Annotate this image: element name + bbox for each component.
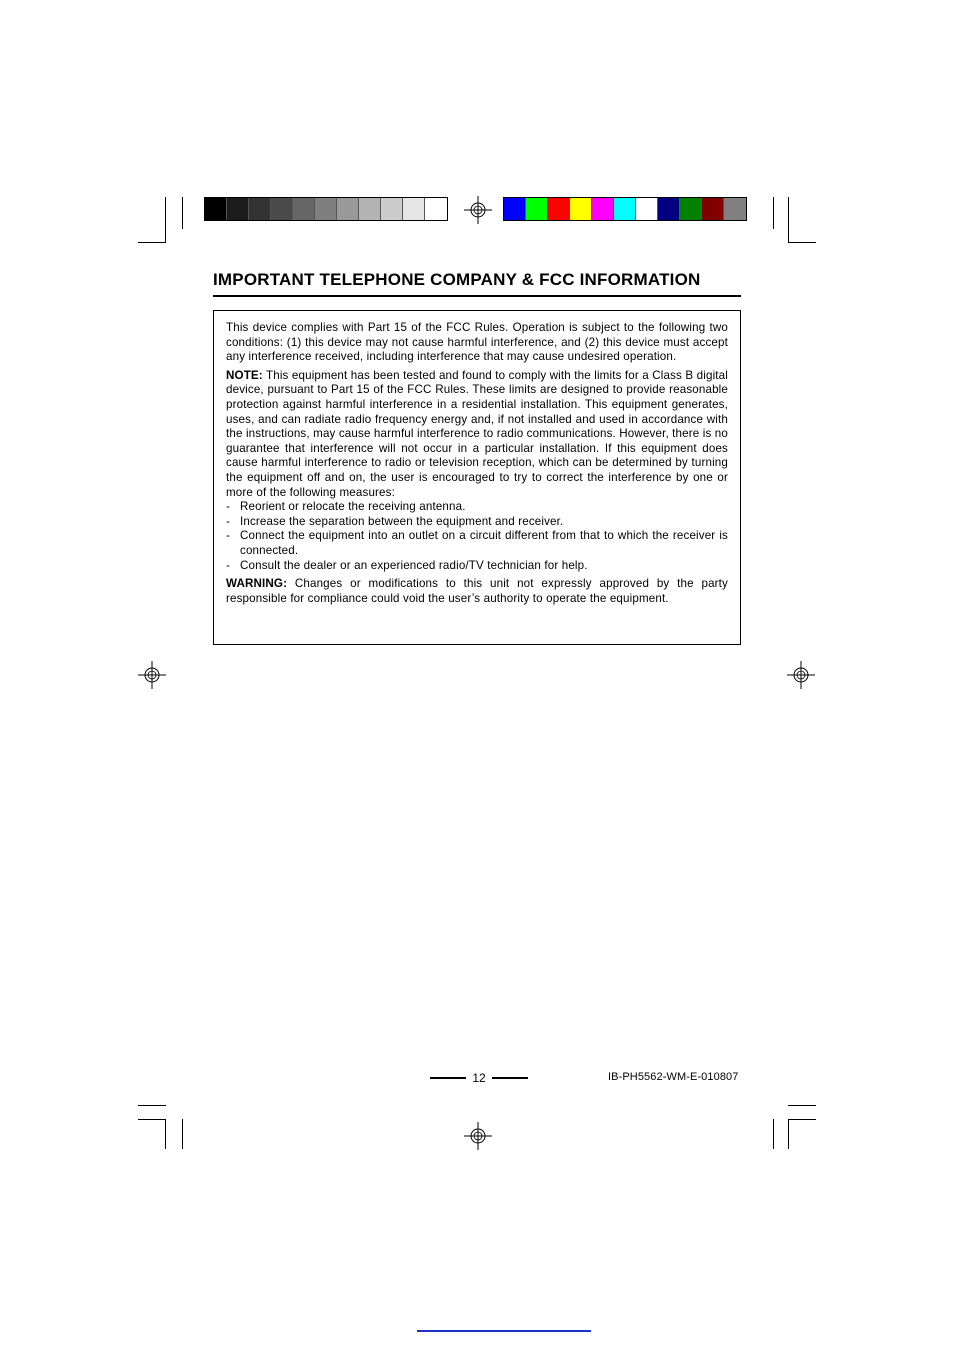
- fcc-notice-box: [213, 310, 741, 645]
- calibration-swatch: [592, 198, 614, 220]
- calibration-swatch: [403, 198, 425, 220]
- note-text: This equipment has been tested and found to comply with the limits for a Class B digital device, pursuant to Part 15 of the FCC Rules. These limits are designed to provide reasonable protection against harmful interference in a residential installation. This equipment generates, uses, and can radiate radio frequency energy and, if not installed and used in accordance with the instructions, may cause harmful interference to radio communications. However, there is no guarantee that interference will not occur in a particular installation. If this equipment does cause harmful interference to radio or television reception, which can be determined by turning the equipment off and on, the user is encouraged to try to correct the interference by one or more of the following measures:: [226, 368, 728, 499]
- bullet-dash: -: [226, 558, 231, 572]
- calibration-swatch: [227, 198, 249, 220]
- calibration-swatch: [570, 198, 592, 220]
- calibration-swatch: [548, 198, 570, 220]
- calibration-swatch: [636, 198, 658, 220]
- measures-list: [226, 500, 728, 573]
- color-calibration-bar: [503, 197, 747, 221]
- calibration-swatch: [337, 198, 359, 220]
- registration-mark-icon: [787, 661, 815, 689]
- calibration-swatch: [680, 198, 702, 220]
- bullet-dash: -: [226, 514, 231, 528]
- calibration-swatch: [724, 198, 746, 220]
- page-number-text: 12: [472, 1071, 486, 1085]
- calibration-swatch: [526, 198, 548, 220]
- warning-text: Changes or modifications to this unit not expressly approved by the party responsible for compliance could void the user’s authority to operate the equipment.: [226, 577, 728, 605]
- grayscale-calibration-bar: [204, 197, 448, 221]
- page-number-rule-right: [492, 1077, 528, 1079]
- document-code: IB-PH5562-WM-E-010807: [608, 1071, 739, 1083]
- calibration-swatch: [315, 198, 337, 220]
- bullet-dash: -: [226, 500, 231, 514]
- calibration-swatch: [702, 198, 724, 220]
- calibration-swatch: [205, 198, 227, 220]
- link-underline[interactable]: [417, 1330, 591, 1332]
- title-underline: [213, 295, 741, 297]
- list-item: - Connect the equipment into an outlet on a circuit different from that to which the receiver is connected.: [226, 529, 728, 557]
- calibration-swatch: [271, 198, 293, 220]
- page-title: IMPORTANT TELEPHONE COMPANY & FCC INFORMATION: [213, 270, 701, 289]
- calibration-swatch: [359, 198, 381, 220]
- warning-label: WARNING:: [226, 577, 288, 591]
- calibration-swatch: [614, 198, 636, 220]
- list-item: - Reorient or relocate the receiving antenna.: [226, 500, 466, 514]
- note-paragraph: [226, 369, 728, 500]
- note-label: NOTE:: [226, 368, 263, 382]
- registration-mark-icon: [464, 1122, 492, 1150]
- page-number-rule-left: [430, 1077, 466, 1079]
- registration-mark-icon: [138, 661, 166, 689]
- registration-mark-icon: [464, 196, 492, 224]
- calibration-swatch: [425, 198, 447, 220]
- bullet-dash: -: [226, 529, 231, 543]
- calibration-swatch: [504, 198, 526, 220]
- calibration-swatch: [293, 198, 315, 220]
- list-item: - Consult the dealer or an experienced radio/TV technician for help.: [226, 558, 588, 572]
- calibration-swatch: [658, 198, 680, 220]
- calibration-swatch: [381, 198, 403, 220]
- list-item: - Increase the separation between the equipment and receiver.: [226, 514, 564, 528]
- intro-paragraph: This device complies with Part 15 of the FCC Rules. Operation is subject to the following two conditions: (1) this device may not cause harmful interference, and (2) this device must accept any interference received, including interference that may cause undesired operation.: [226, 321, 728, 364]
- calibration-swatch: [249, 198, 271, 220]
- warning-paragraph: [226, 577, 728, 606]
- page-number: [430, 1071, 528, 1085]
